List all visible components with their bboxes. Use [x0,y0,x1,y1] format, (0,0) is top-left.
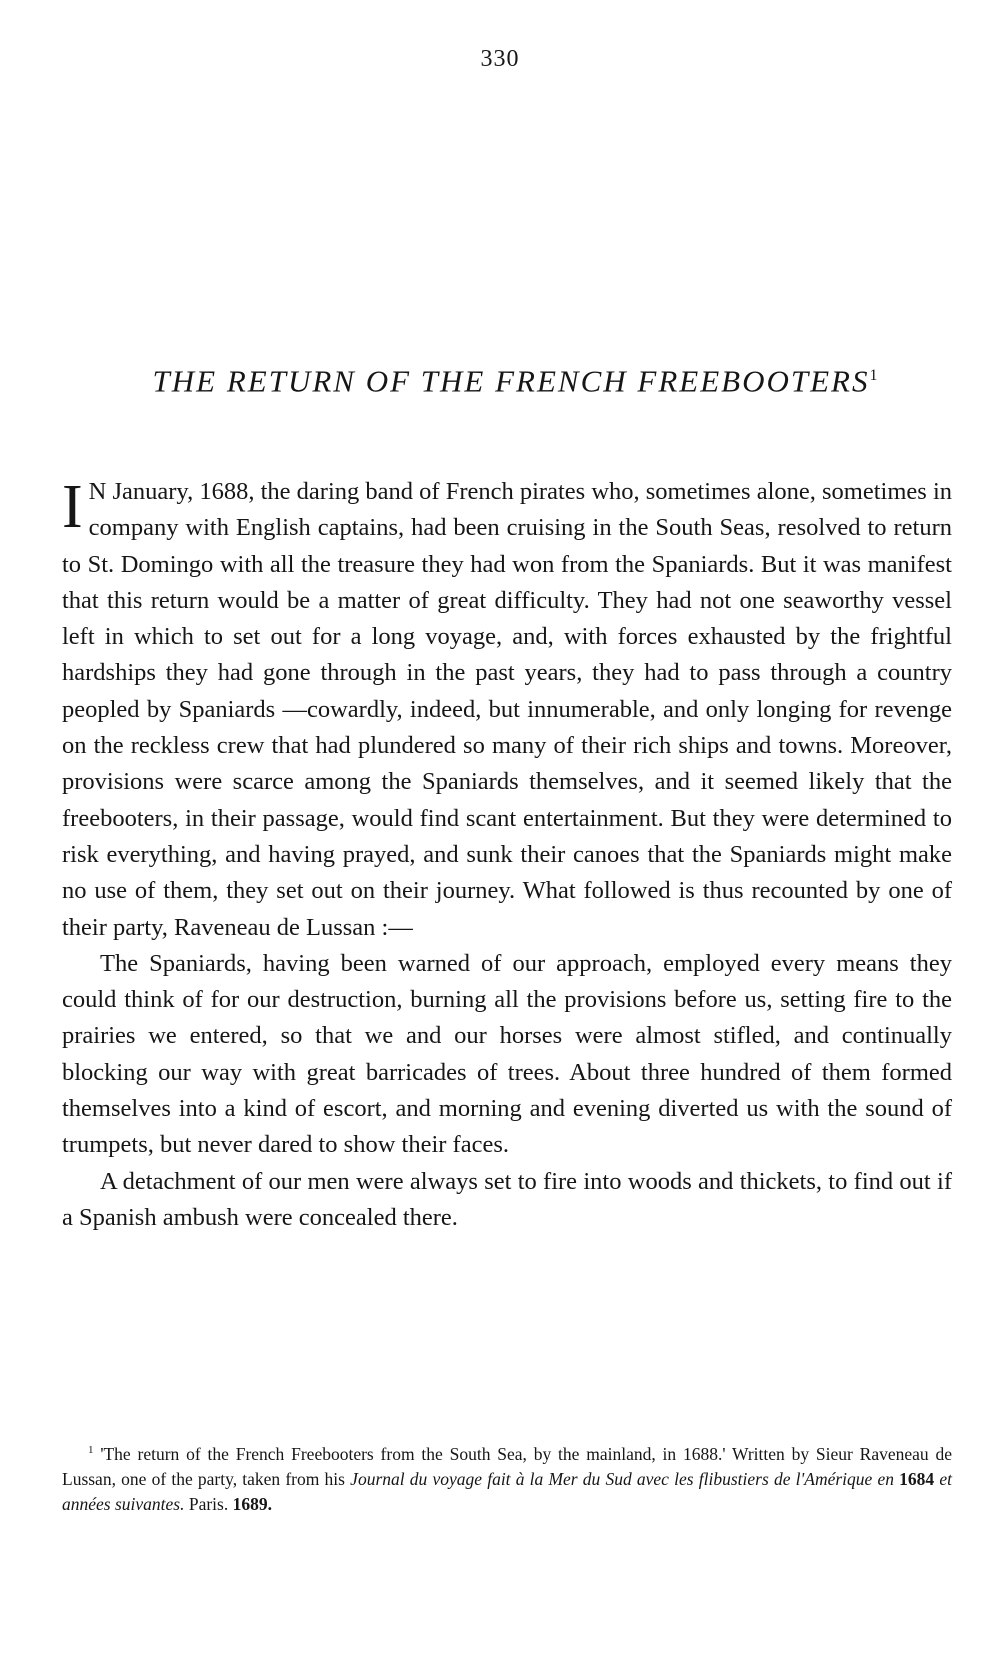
chapter-title-text: THE RETURN OF THE FRENCH FREEBOOTERS [152,363,870,399]
footnote-text: 'The return of the French Freebooters from the South Sea, by the mainland, in 1688.' Written by Sieur Raveneau de Lussan, one of the party, taken from his [62,1443,953,1489]
footnote-1 [62,1438,952,1517]
footnote-place: Paris. [184,1493,233,1514]
footnote-date: 1689. [232,1493,272,1514]
drop-cap: I [62,473,83,541]
page-number: 330 [480,46,520,72]
paragraph-1 [62,474,952,946]
paragraph-3: A detachment of our men were always set to fire into woods and thickets, to find out if a Spanish ambush were concealed there. [62,1167,952,1231]
chapter-footnote-marker: 1 [869,367,878,384]
paragraph-1-text: January, 1688, the daring band of French pirates who, sometimes alone, sometimes in company with English captains, had been cruising in the South Seas, resolved to return to St. Domingo with all the treasure they had won from the Spaniards. But it was manifest that this return would be a matter of great difficulty. They had not one seaworthy vessel left in which to set out for a long voyage, and, with forces exhausted by the frightful hardships they had gone through in the past years, they had to pass through a country peopled by Spaniards —cowardly, indeed, but innumerable, and only longing for revenge on the reckless crew that had plundered so many of their rich ships and towns. Moreover, provisions were scarce among the Spaniards themselves, and it seemed likely that the freebooters, in their passage, would find scant entertainment. But they were determined to risk everything, and having prayed, and sunk their canoes that the Spaniards might make no use of them, they set out on their journey. What followed is thus recounted by one of their party, Raveneau de Lussan :— [62,478,952,941]
footnote-journal-title-end: et années suivantes. [62,1468,952,1514]
paragraph-2: The Spaniards, having been warned of our approach, employed every means they could think of for our destruction, burning all the provisions before us, setting fire to the prairies we entered, so that we and our horses were almost stifled, and continually blocking our way with great barricades of trees. About three hundred of them formed themselves into a kind of escort, and morning and evening diverted us with the sound of trumpets, but never dared to show their faces. [62,949,952,1159]
first-word-rest: N [88,478,107,505]
chapter-title [120,354,910,403]
footnote-year: 1684 [893,1468,940,1489]
body-text [62,474,952,1236]
footnote-marker: 1 [88,1444,94,1456]
footnote-journal-title: Journal du voyage fait à la Mer du Sud avec les flibustiers de l'Amérique en [350,1468,894,1489]
footnotes [62,1438,952,1517]
